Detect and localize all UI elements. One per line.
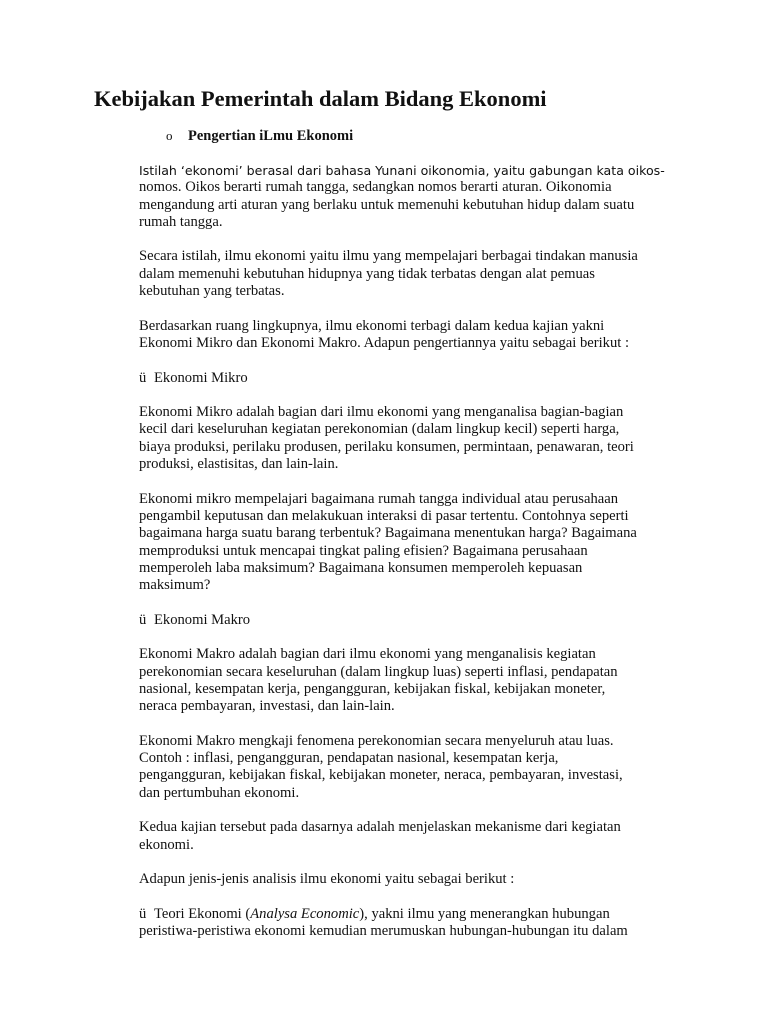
subheading-text: Pengertian iLmu Ekonomi — [188, 128, 354, 144]
text-line: peristiwa-peristiwa ekonomi kemudian merumuskan hubungan-hubungan itu dalam — [139, 923, 628, 940]
document-title: Kebijakan Pemerintah dalam Bidang Ekonomi — [94, 86, 547, 111]
text-line: Ekonomi Mikro dan Ekonomi Makro. Adapun pengertiannya yaitu sebagai berikut : — [139, 334, 630, 351]
text-line: pengambil keputusan dan melakukuan interaksi di pasar tertentu. Contohnya seperti — [139, 507, 629, 524]
list-item-line — [139, 370, 679, 387]
paragraph-gap — [139, 802, 679, 819]
list-item — [139, 370, 679, 387]
paragraph — [139, 733, 679, 802]
text-line: produksi, elastisitas, dan lain-lain. — [139, 456, 339, 473]
checkmark-icon: ü — [139, 905, 147, 922]
text-line: dan pertumbuhan ekonomi. — [139, 784, 300, 801]
text-line: kebutuhan yang terbatas. — [139, 283, 285, 300]
text-line: memperoleh laba maksimum? Bagaimana konsumen memperoleh kepuasan — [139, 559, 583, 576]
text-line: Ekonomi Makro mengkaji fenomena perekonomian secara menyeluruh atau luas. — [139, 732, 614, 749]
text-line: dalam memenuhi kebutuhan hidupnya yang tidak terbatas dengan alat pemuas — [139, 265, 595, 282]
subheading — [166, 128, 353, 145]
list-item-line — [139, 906, 679, 923]
text-line: Kedua kajian tersebut pada dasarnya adalah menjelaskan mekanisme dari kegiatan — [139, 819, 621, 836]
paragraph-gap — [139, 716, 679, 733]
text-line: neraca pembayaran, investasi, dan lain-lain. — [139, 698, 395, 715]
paragraph-gap — [139, 300, 679, 317]
text-line: perekonomian secara keseluruhan (dalam lingkup luas) seperti inflasi, pendapatan — [139, 663, 618, 680]
paragraph-gap — [139, 888, 679, 905]
list-item — [139, 906, 679, 941]
bullet-marker: o — [166, 128, 173, 143]
text-line: Ekonomi Mikro adalah bagian dari ilmu ekonomi yang menganalisa bagian-bagian — [139, 404, 624, 421]
list-item-italic: Analysa Economic — [250, 905, 360, 922]
paragraph-gap — [139, 352, 679, 369]
text-line: Adapun jenis-jenis analisis ilmu ekonomi yaitu sebagai berikut : — [139, 871, 515, 888]
list-item-label: Ekonomi Mikro — [154, 369, 248, 386]
text-line: Berdasarkan ruang lingkupnya, ilmu ekonomi terbagi dalam kedua kajian yakni — [139, 317, 605, 334]
paragraph — [139, 318, 679, 353]
paragraph — [139, 819, 679, 854]
text-line: memproduksi untuk mencapai tingkat paling efisien? Bagaimana perusahaan — [139, 542, 588, 559]
text-line: biaya produksi, perilaku produsen, perilaku konsumen, permintaan, penawaran, teori — [139, 438, 634, 455]
list-item — [139, 612, 679, 629]
document-body — [139, 162, 679, 940]
paragraph-gap — [139, 387, 679, 404]
paragraph-gap — [139, 231, 679, 248]
paragraph-gap — [139, 629, 679, 646]
text-line: Contoh : inflasi, pengangguran, pendapatan nasional, kesempatan kerja, — [139, 750, 559, 767]
text-line: rumah tangga. — [139, 213, 223, 230]
text-line: maksimum? — [139, 577, 211, 594]
paragraph — [139, 404, 679, 473]
text-line: nasional, kesempatan kerja, pengangguran, kebijakan fiskal, kebijakan moneter, — [139, 680, 606, 697]
checkmark-icon: ü — [139, 369, 147, 386]
paragraph-gap — [139, 594, 679, 611]
text-line: Ekonomi Makro adalah bagian dari ilmu ekonomi yang menganalisis kegiatan — [139, 646, 596, 663]
paragraph — [139, 491, 679, 595]
list-item-line — [139, 612, 679, 629]
paragraph — [139, 646, 679, 715]
text-line: mengandung arti aturan yang berlaku untuk memenuhi kebutuhan hidup dalam suatu — [139, 196, 635, 213]
paragraph-gap — [139, 854, 679, 871]
paragraph — [139, 871, 679, 888]
list-item-label: Ekonomi Makro — [154, 611, 251, 628]
text-line: bagaimana harga suatu barang terbentuk? Bagaimana menentukan harga? Bagaimana — [139, 525, 637, 542]
text-line: nomos. Oikos berarti rumah tangga, sedangkan nomos berarti aturan. Oikonomia — [139, 179, 612, 196]
checkmark-icon: ü — [139, 611, 147, 628]
paragraph — [139, 248, 679, 300]
paragraph — [139, 162, 679, 231]
text-line: Secara istilah, ilmu ekonomi yaitu ilmu yang mempelajari berbagai tindakan manusia — [139, 248, 638, 265]
text-line: kecil dari keseluruhan kegiatan perekonomian (dalam lingkup kecil) seperti harga, — [139, 421, 620, 438]
text-line: Ekonomi mikro mempelajari bagaimana rumah tangga individual atau perusahaan — [139, 490, 618, 507]
text-line: Istilah ‘ekonomi’ berasal dari bahasa Yunani oikonomia, yaitu gabungan kata oikos- — [139, 163, 665, 178]
paragraph-gap — [139, 473, 679, 490]
list-item-prefix: Teori Ekonomi ( — [154, 905, 251, 922]
text-line: ekonomi. — [139, 836, 194, 853]
text-line: pengangguran, kebijakan fiskal, kebijakan moneter, neraca, pembayaran, investasi, — [139, 767, 623, 784]
list-item-suffix: ), yakni ilmu yang menerangkan hubungan — [359, 905, 610, 922]
